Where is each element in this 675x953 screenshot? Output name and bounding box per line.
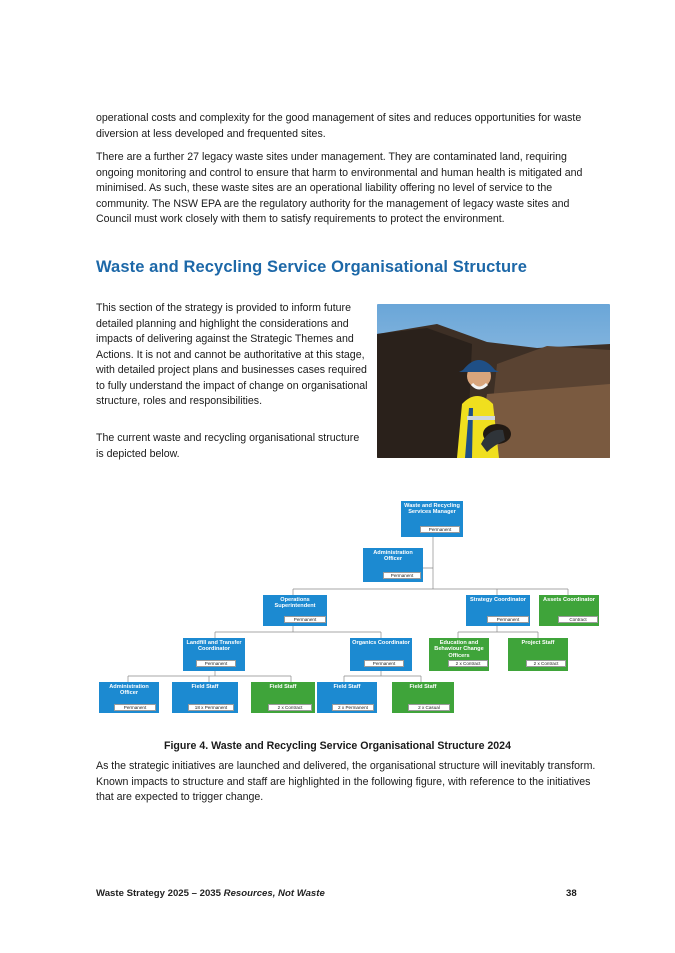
box-field-staff-4: Field Staff [392, 682, 454, 713]
paragraph-legacy-sites: There are a further 27 legacy waste sites under management. They are contaminated land, requiring ongoing monitoring and control to ensure that harm to environmental and human health is mitigated and minimised. As such, these waste sites are an operational liability offering no level of service to the community. The NSW EPA are the regulatory authority for the management of legacy waste sites and Council must work closely with them to satisfy requirements to protect the environment. [96, 151, 583, 225]
tag-assets-coordinator: Contract [558, 616, 598, 623]
footer-subtitle: Resources, Not Waste [223, 888, 325, 899]
box-organics-coordinator: Organics Coordinator [350, 638, 412, 671]
box-field-staff-3: Field Staff [317, 682, 377, 713]
tag-field-staff-2: 2 x Contract [268, 704, 312, 711]
box-education-officers: Education and Behaviour Change Officers [429, 638, 489, 671]
org-chart [96, 500, 616, 718]
box-field-staff-1: Field Staff [172, 682, 238, 713]
section-heading: Waste and Recycling Service Organisational Structure [96, 258, 527, 276]
tag-field-staff-4: 2 x Casual [408, 704, 450, 711]
paragraph-impacts: As the strategic initiatives are launched and delivered, the organisational structure will inevitably transform. Known impacts to structure and staff are highlighted in the following figure, with reference to the initiatives that are expected to trigger change. [96, 760, 596, 803]
tag-administration-officer-low: Permanent [114, 704, 156, 711]
box-manager: Waste and Recycling Services Manager [401, 501, 463, 537]
tag-operations-superintendent: Permanent [284, 616, 326, 623]
paragraph-section-purpose: This section of the strategy is provided to inform future detailed planning and highlight the considerations and impacts of delivering against the Strategic Themes and Actions. It is not and cannot be authoritative at this stage, with detailed project plans and businesses cases required to fully understand the impact of change on organisational structure, roles and responsibilities. [96, 302, 368, 407]
figure-caption: Figure 4. Waste and Recycling Service Organisational Structure 2024 [164, 740, 511, 752]
box-field-staff-2: Field Staff [251, 682, 315, 713]
box-administration-officer-top: Administration Officer [363, 548, 423, 582]
tag-organics-coordinator: Permanent [364, 660, 404, 667]
tag-manager: Permanent [420, 526, 460, 533]
footer-title [96, 888, 325, 899]
tag-project-staff: 2 x Contract [526, 660, 566, 667]
tag-administration-officer-top: Permanent [383, 572, 421, 579]
tag-landfill-coordinator: Permanent [196, 660, 236, 667]
box-project-staff: Project Staff [508, 638, 568, 671]
page-number: 38 [566, 888, 577, 899]
tag-education-officers: 2 x Contract [448, 660, 488, 667]
tag-strategy-coordinator: Permanent [487, 616, 529, 623]
footer-strategy-title: Waste Strategy 2025 – 2035 [96, 888, 221, 899]
box-assets-coordinator: Assets Coordinator [539, 595, 599, 626]
box-administration-officer-low: Administration Officer [99, 682, 159, 713]
tag-field-staff-3: 2 x Permanent [332, 704, 374, 711]
box-landfill-coordinator: Landfill and Transfer Coordinator [183, 638, 245, 671]
box-strategy-coordinator: Strategy Coordinator [466, 595, 530, 626]
tag-field-staff-1: 18 x Permanent [188, 704, 234, 711]
box-operations-superintendent: Operations Superintendent [263, 595, 327, 626]
paragraph-intro: operational costs and complexity for the good management of sites and reduces opportunities for waste diversion at less developed and frequented sites. [96, 112, 582, 140]
worker-photo [377, 304, 610, 458]
paragraph-current-structure: The current waste and recycling organisational structure is depicted below. [96, 432, 360, 460]
